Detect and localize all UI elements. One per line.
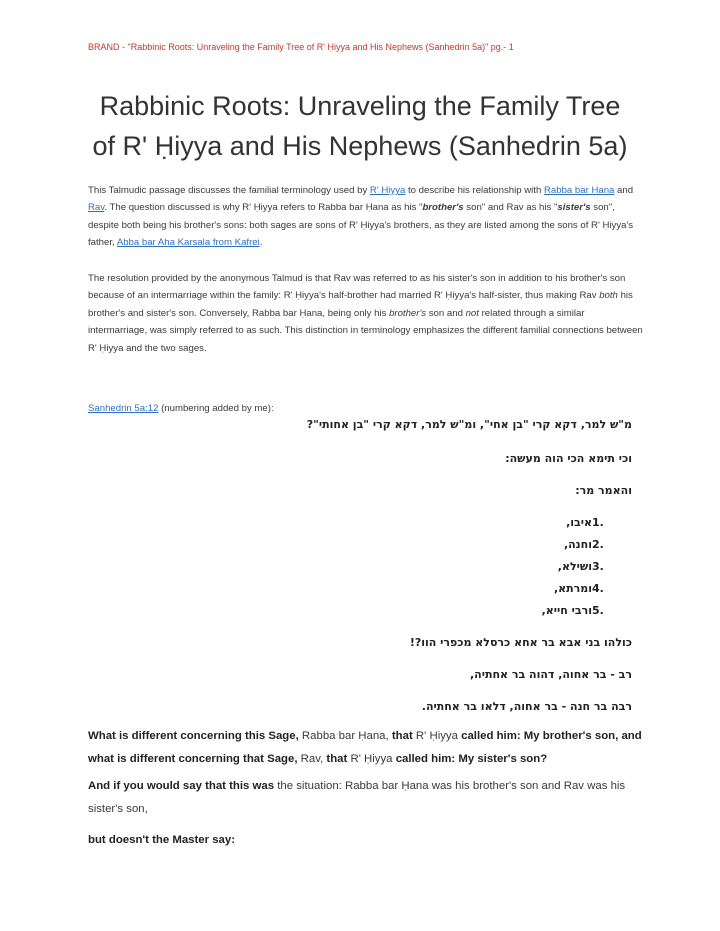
plain-text: Rav,	[297, 753, 327, 765]
emphasis-both: both	[599, 290, 618, 302]
intro-text: . The question discussed is why R' Ḥiyya refers to Rabba bar Ḥana as his "	[104, 202, 423, 214]
list-text: וחנה,	[563, 538, 592, 551]
intro-text: to describe his relationship with	[405, 185, 544, 196]
link-rav[interactable]: Rav	[88, 202, 105, 214]
link-sanhedrin-5a12[interactable]: Sanhedrin 5a:12	[88, 403, 159, 414]
english-translation-2	[88, 775, 644, 821]
list-number: .5	[592, 604, 604, 617]
emphasis-brother: brother's	[422, 202, 464, 214]
resolution-text: son and	[426, 307, 466, 319]
list-number: .1	[592, 516, 604, 529]
source-line	[88, 400, 644, 417]
bold-text: but doesn't the Master say:	[88, 834, 236, 846]
intro-text: and	[614, 185, 634, 196]
english-translation-3	[88, 829, 644, 852]
hebrew-list-item	[542, 604, 618, 617]
intro-text: This Talmudic passage discusses the familial terminology used by	[88, 185, 370, 196]
english-translation-1	[88, 725, 644, 771]
list-text: איבו,	[566, 516, 592, 529]
bold-text: that	[326, 753, 348, 765]
hebrew-list-item	[566, 516, 618, 529]
hebrew-line: כולהו בני אבא בר אחא כרסלא מכפרי הוו?!	[409, 636, 632, 649]
resolution-text: The resolution provided by the anonymous Talmud is that Rav was referred to as his sister's son in addition to his brother's son because of an intermarriage within the family: R' Ḥiyya's half-brother had married R' Ḥiyya's half-sister, thus making Rav	[88, 273, 626, 302]
hebrew-list-item	[554, 582, 618, 595]
emphasis-sister: sister's	[557, 202, 591, 214]
list-number: .2	[592, 538, 604, 551]
hebrew-list-item	[564, 538, 618, 551]
page-title	[40, 86, 680, 166]
resolution-text: his brother's and sister's son. Conversely, Rabba bar Ḥana, being only his	[88, 290, 633, 319]
plain-text: R' Ḥiyya	[347, 753, 396, 765]
hebrew-line: וכי תימא הכי הוה מעשה:	[505, 452, 632, 465]
plain-text: Rabba bar Ḥana,	[298, 730, 392, 742]
bold-text: called him: My brother's son, and what is different concerning that Sage,	[88, 730, 642, 765]
link-abba-bar-aha[interactable]: Abba bar Aha Karsala from Kafrei	[116, 237, 260, 249]
plain-text: the situation: Rabba bar Ḥana was his brother's son and Rav was his sister's son,	[88, 780, 626, 815]
link-rabba-bar-hana[interactable]: Rabba bar Ḥana	[543, 185, 615, 196]
bold-text: What is different concerning this Sage,	[88, 730, 299, 742]
bold-text: that	[391, 730, 413, 742]
intro-paragraph	[88, 182, 644, 252]
bold-text: called him: My sister's son?	[395, 753, 548, 765]
hebrew-line: רבה בר חנה - בר אחוה, דלאו בר אחתיה.	[421, 700, 632, 713]
list-number: .3	[592, 560, 604, 573]
title-line-1: Rabbinic Roots: Unraveling the Family Tree	[99, 91, 621, 121]
plain-text: R' Ḥiyya	[412, 730, 462, 742]
intro-text: son", despite both being his brother's sons: both sages are sons of R' Ḥiyya's brothers, as they are listed among the sons of R' Ḥiyya's father,	[88, 202, 634, 249]
list-number: .4	[592, 582, 604, 595]
list-text: ורבי חייא,	[541, 604, 592, 617]
hebrew-question: מ"ש למר, דקא קרי "בן אחי", ומ"ש למר, דקא קרי "בן אחותי"?	[306, 418, 632, 431]
resolution-text: related through a similar intermarriage, was simply referred to as such. This distinction in terminology emphasizes the different familial connections between R' Ḥiyya and the two sages.	[88, 307, 643, 354]
title-line-2: of R' Ḥiyya and His Nephews (Sanhedrin 5a)	[92, 131, 628, 161]
emphasis-brother: brother's	[389, 307, 427, 319]
hebrew-line: והאמר מר:	[575, 484, 632, 497]
emphasis-not: not	[465, 307, 479, 319]
resolution-paragraph	[88, 270, 644, 357]
link-r-hiyya[interactable]: R' Ḥiyya	[369, 185, 406, 196]
intro-text: son" and Rav as his "	[463, 202, 558, 214]
page-header: BRAND - "Rabbinic Roots: Unraveling the Family Tree of R' Ḥiyya and His Nephews (Sanhedrin 5a)" pg.- 1	[88, 42, 514, 52]
hebrew-line: רב - בר אחוה, דהוה בר אחתיה,	[469, 668, 632, 681]
list-text: ושילא,	[557, 560, 592, 573]
intro-text: .	[259, 237, 263, 249]
hebrew-list-item	[558, 560, 618, 573]
list-text: ומרתא,	[553, 582, 592, 595]
bold-text: And if you would say that this was	[88, 780, 275, 792]
source-note: (numbering added by me):	[158, 403, 274, 414]
